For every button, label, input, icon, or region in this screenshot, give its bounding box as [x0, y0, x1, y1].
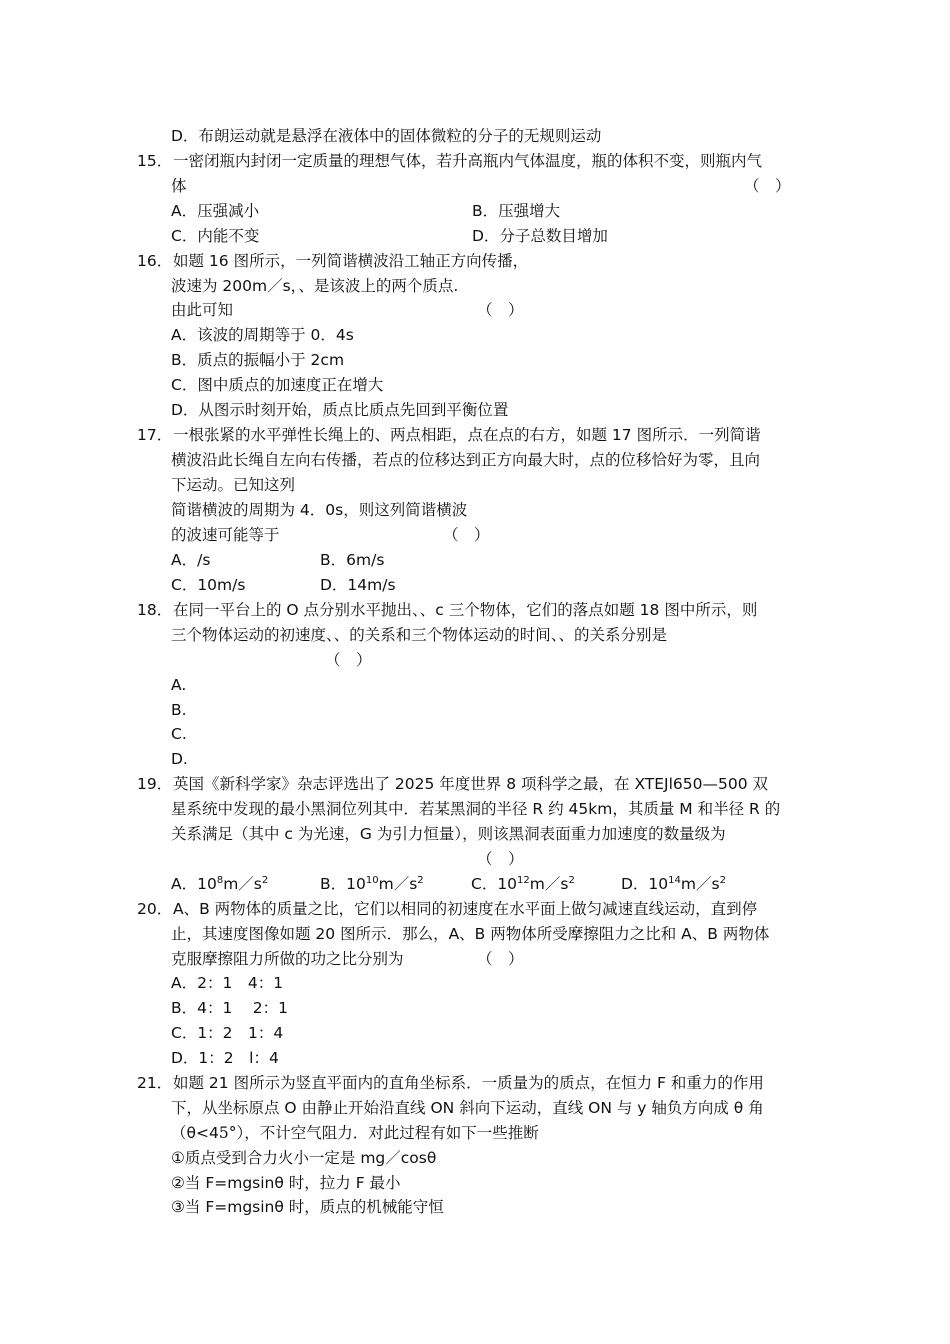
- q16-number: 16．: [137, 252, 173, 270]
- q15-option-b: B．压强增大: [472, 202, 561, 220]
- q18-option-c: C.: [171, 725, 187, 743]
- q17-stem-line3: 下运动。已知这列: [171, 476, 296, 494]
- q20-stem-line3: 克服摩擦阻力所做的功之比分别为: [171, 950, 404, 968]
- q20-option-d: D．1：2 l：4: [171, 1049, 279, 1067]
- q15-stem-line1: 一密闭瓶内封闭一定质量的理想气体，若升高瓶内气体温度，瓶的体积不变，则瓶内气: [173, 152, 763, 170]
- q21-stem-line2: 下，从坐标原点 O 由静止开始沿直线 ON 斜向下运动，直线 ON 与 y 轴负方向成 θ 角: [171, 1099, 764, 1117]
- q20-stem-line1: A、B 两物体的质量之比，它们以相同的初速度在水平面上做匀减速直线运动，直到停: [173, 900, 758, 918]
- q16-stem-line3: 由此可知: [171, 301, 234, 319]
- q21-stem-line1: 如题 21 图所示为竖直平面内的直角坐标系．一质量为的质点，在恒力 F 和重力的作用: [173, 1074, 764, 1092]
- q21-stem-line3: （θ<45°），不计空气阻力．对此过程有如下一些推断: [171, 1124, 539, 1142]
- q20-answer-bracket: （ ）: [477, 950, 524, 968]
- q19-option-d: D．$10^{14}m/s^2$: [621, 875, 726, 893]
- q20-number: 20．: [137, 900, 173, 918]
- q21-number: 21．: [137, 1074, 173, 1092]
- q21-item1: ①质点受到合力火小一定是 mg／cosθ: [171, 1149, 437, 1167]
- q21-item2: ②当 F=mgsinθ 时，拉力 F 最小: [171, 1174, 401, 1192]
- q19-stem-line2: 星系统中发现的最小黑洞位列其中．若某黑洞的半径 R 约 45km，其质量 M 和半径 R 的: [171, 800, 781, 818]
- q20-option-c: C．1：2 1：4: [171, 1024, 284, 1042]
- q14-option-d: D．布朗运动就是悬浮在液体中的固体微粒的分子的无规则运动: [171, 127, 602, 145]
- q17-option-a: A．/s: [171, 551, 211, 569]
- q17-answer-bracket: （ ）: [443, 526, 490, 544]
- q18-option-d: D.: [171, 750, 188, 768]
- q15-stem-line2: 体: [171, 177, 187, 195]
- q16-answer-bracket: （ ）: [477, 301, 524, 319]
- q16-option-a: A．该波的周期等于 0．4s: [171, 326, 354, 344]
- q16-stem-line1: 如题 16 图所示，一列简谐横波沿工轴正方向传播，: [173, 252, 529, 270]
- q15-answer-bracket: （ ）: [744, 177, 791, 195]
- q18-stem-line2: 三个物体运动的初速度、、的关系和三个物体运动的时间、、的关系分别是: [171, 626, 668, 644]
- q19-stem-line3: 关系满足（其中 c 为光速，G 为引力恒量），则该黑洞表面重力加速度的数量级为: [171, 825, 726, 843]
- q18-answer-bracket: （ ）: [325, 651, 372, 669]
- q17-option-c: C．10m/s: [171, 576, 246, 594]
- q18-number: 18．: [137, 601, 173, 619]
- q16-option-d: D．从图示时刻开始，质点比质点先回到平衡位置: [171, 401, 509, 419]
- q16-option-c: C．图中质点的加速度正在增大: [171, 376, 384, 394]
- q17-stem-line2: 横波沿此长绳自左向右传播，若点的位移达到正方向最大时，点的位移恰好为零，且向: [171, 451, 761, 469]
- q17-stem-line5: 的波速可能等于: [171, 526, 280, 544]
- q15-number: 15．: [137, 152, 173, 170]
- q15-option-c: C．内能不变: [171, 227, 260, 245]
- q18-option-b: B.: [171, 701, 187, 719]
- q17-stem-line1: 一根张紧的水平弹性长绳上的、两点相距，点在点的右方，如题 17 图所示．一列简谐: [173, 426, 761, 444]
- q16-option-b: B．质点的振幅小于 2cm: [171, 351, 345, 369]
- q20-option-a: A．2：1 4：1: [171, 974, 284, 992]
- q19-stem-line1: 英国《新科学家》杂志评选出了 2025 年度世界 8 项科学之最，在 XTEJl650—500 双: [173, 775, 769, 793]
- q17-option-d: D．14m/s: [320, 576, 396, 594]
- q19-answer-bracket: （ ）: [477, 850, 524, 868]
- q18-option-a: A.: [171, 676, 187, 694]
- q21-item3: ③当 F=mgsinθ 时，质点的机械能守恒: [171, 1198, 444, 1216]
- q15-option-d: D．分子总数目增加: [472, 227, 608, 245]
- q17-option-b: B．6m/s: [320, 551, 385, 569]
- q16-stem-line2: 波速为 200m／s，、是该波上的两个质点.: [171, 277, 459, 295]
- q20-stem-line2: 止，其速度图像如题 20 图所示．那么，A、B 两物体所受摩擦阻力之比和 A、B 两物体: [171, 925, 770, 943]
- q19-option-c: C．$10^{12}m/s^2$: [471, 875, 575, 893]
- q17-number: 17．: [137, 426, 173, 444]
- q17-stem-line4: 简谐横波的周期为 4．0s，则这列简谐横波: [171, 501, 468, 519]
- q20-option-b: B．4：1 2：1: [171, 999, 289, 1017]
- q18-stem-line1: 在同一平台上的 O 点分别水平抛出、、c 三个物体，它们的落点如题 18 图中所示，则: [173, 601, 758, 619]
- q15-option-a: A．压强减小: [171, 202, 260, 220]
- q19-option-a: A．$10^8m/s^2$: [171, 875, 269, 893]
- q19-option-b: B．$10^{10}m/s^2$: [320, 875, 424, 893]
- q19-number: 19．: [137, 775, 173, 793]
